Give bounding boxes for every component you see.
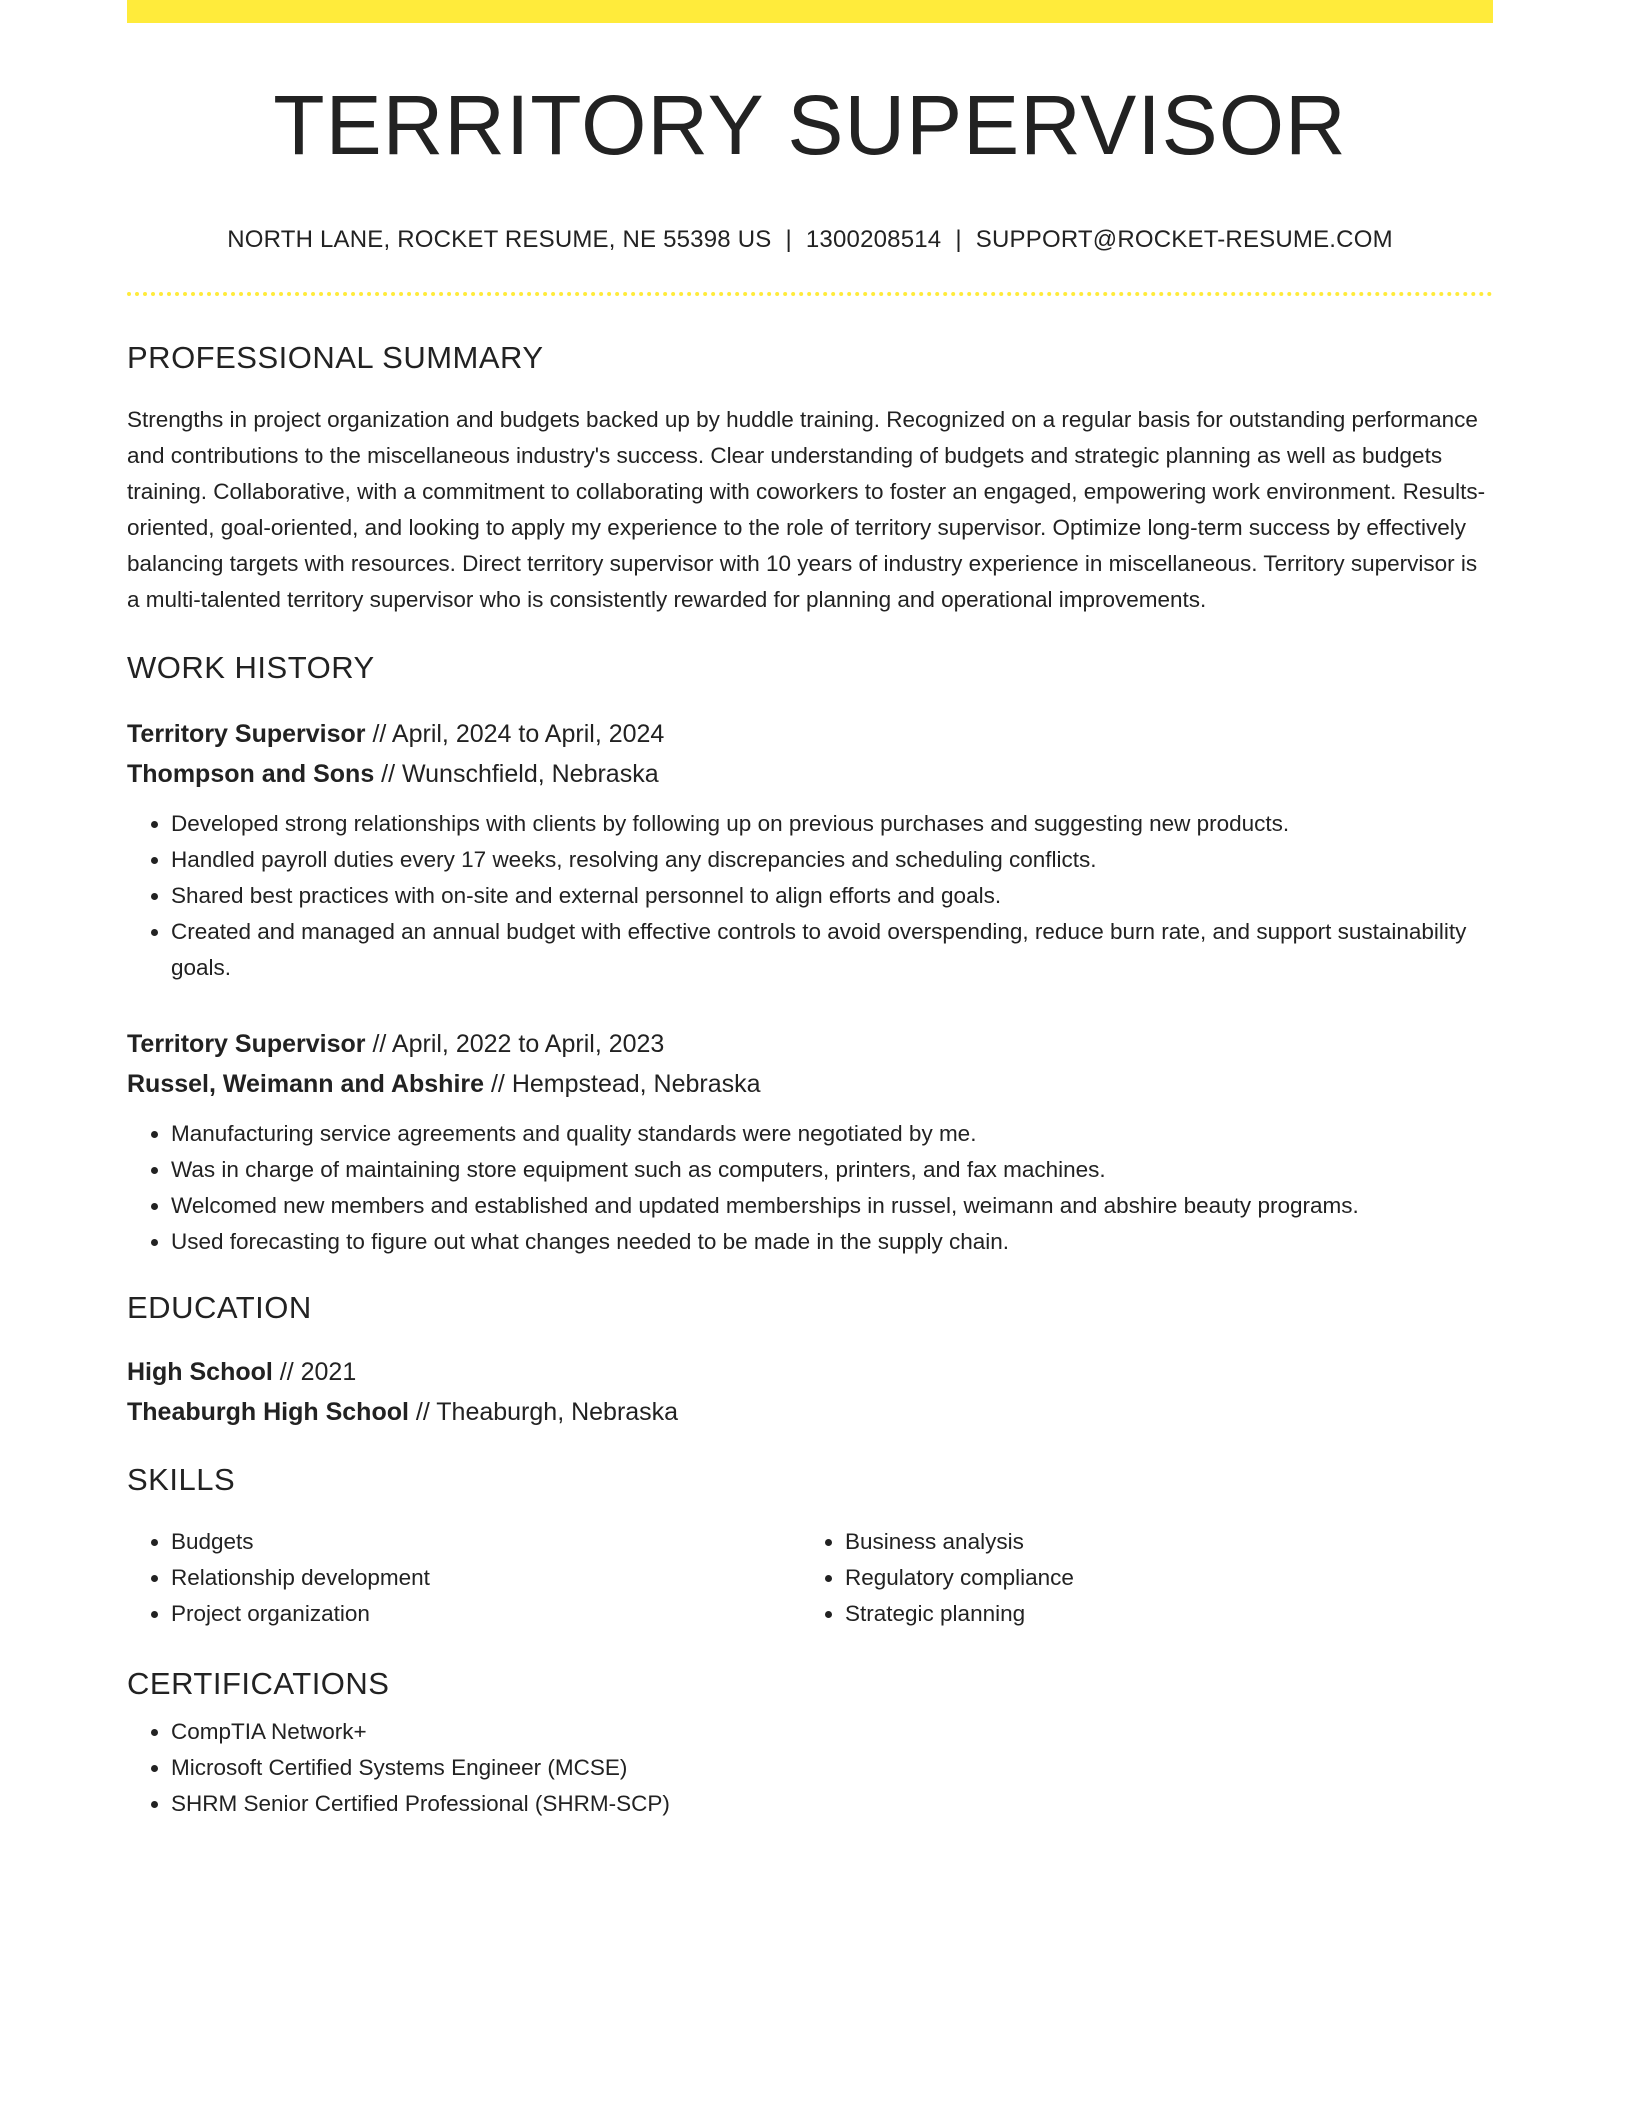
job-title-line	[127, 714, 1493, 754]
education-entry	[127, 1352, 1493, 1432]
skills-column-left	[127, 1524, 801, 1632]
skill-item: • Regulatory compliance	[845, 1560, 1475, 1596]
job-bullet: • Was in charge of maintaining store equipment such as computers, printers, and fax machines.	[171, 1152, 1493, 1188]
education-heading: EDUCATION	[127, 1290, 312, 1326]
job-dates: // April, 2024 to April, 2024	[365, 720, 665, 749]
job-bullets	[127, 1116, 1493, 1260]
certifications-heading: CERTIFICATIONS	[127, 1666, 390, 1702]
job-bullet: • Handled payroll duties every 17 weeks, resolving any discrepancies and scheduling conflicts.	[171, 842, 1493, 878]
education-location: // Theaburgh, Nebraska	[408, 1398, 679, 1427]
job-bullet: • Manufacturing service agreements and quality standards were negotiated by me.	[171, 1116, 1493, 1152]
education-school-line	[127, 1392, 1493, 1432]
contact-separator: |	[785, 226, 792, 254]
education-degree-line	[127, 1352, 1493, 1392]
skills-column-right	[801, 1524, 1475, 1632]
job-company: Thompson and Sons	[127, 760, 375, 789]
job-bullet: • Created and managed an annual budget with effective controls to avoid overspending, reduce burn rate, and support sustainability goals.	[171, 914, 1493, 986]
job-role: Territory Supervisor	[127, 1030, 366, 1059]
job-location: // Wunschfield, Nebraska	[374, 760, 659, 789]
job-role: Territory Supervisor	[127, 720, 366, 749]
job-company-line	[127, 754, 1493, 794]
skill-item: • Project organization	[171, 1596, 801, 1632]
contact-email: SUPPORT@ROCKET-RESUME.COM	[975, 226, 1393, 254]
certification-item: • Microsoft Certified Systems Engineer (MCSE)	[171, 1750, 1493, 1786]
contact-address: NORTH LANE, ROCKET RESUME, NE 55398 US	[227, 226, 772, 254]
job-entry	[127, 1024, 1493, 1260]
job-title-line	[127, 1024, 1493, 1064]
job-bullet: • Developed strong relationships with clients by following up on previous purchases and suggesting new products.	[171, 806, 1493, 842]
education-degree: High School	[127, 1358, 273, 1387]
job-bullet: • Welcomed new members and established and updated memberships in russel, weimann and abshire beauty programs.	[171, 1188, 1493, 1224]
job-bullet: • Shared best practices with on-site and external personnel to align efforts and goals.	[171, 878, 1493, 914]
skill-item: • Strategic planning	[845, 1596, 1475, 1632]
certification-item: • CompTIA Network+	[171, 1714, 1493, 1750]
accent-top-bar	[127, 0, 1493, 23]
skills-heading: SKILLS	[127, 1462, 236, 1498]
skill-item: • Relationship development	[171, 1560, 801, 1596]
skill-item: • Budgets	[171, 1524, 801, 1560]
summary-text: Strengths in project organization and budgets backed up by huddle training. Recognized on a regular basis for outstanding performance and contributions to the miscellaneous industry's success. Clear understanding of budgets and strategic planning as well as budgets training. Collaborative, with a commitment to collaborating with coworkers to foster an engaged, empowering work environment. Results-oriented, goal-oriented, and looking to apply my experience to the role of territory supervisor. Optimize long-term success by effectively balancing targets with resources. Direct territory supervisor with 10 years of industry experience in miscellaneous. Territory supervisor is a multi-talented territory supervisor who is consistently rewarded for planning and operational improvements.	[127, 407, 1486, 613]
job-company-line	[127, 1064, 1493, 1104]
work-history-heading: WORK HISTORY	[127, 650, 375, 686]
education-school: Theaburgh High School	[127, 1398, 409, 1427]
job-company: Russel, Weimann and Abshire	[127, 1070, 485, 1099]
certifications-list	[127, 1714, 1493, 1822]
job-dates: // April, 2022 to April, 2023	[365, 1030, 665, 1059]
certification-item: • SHRM Senior Certified Professional (SHRM-SCP)	[171, 1786, 1493, 1822]
job-location: // Hempstead, Nebraska	[484, 1070, 761, 1099]
job-bullet: • Used forecasting to figure out what changes needed to be made in the supply chain.	[171, 1224, 1493, 1260]
dotted-divider	[127, 292, 1493, 296]
job-entry	[127, 714, 1493, 986]
contact-separator: |	[955, 226, 962, 254]
job-bullets	[127, 806, 1493, 986]
summary-heading: PROFESSIONAL SUMMARY	[127, 340, 544, 376]
contact-line	[127, 226, 1493, 254]
education-year: // 2021	[272, 1358, 357, 1387]
candidate-name: TERRITORY SUPERVISOR	[273, 78, 1347, 172]
skill-item: • Business analysis	[845, 1524, 1475, 1560]
skills-grid	[127, 1524, 1493, 1632]
resume-page	[127, 0, 1493, 1822]
contact-phone: 1300208514	[805, 226, 942, 254]
